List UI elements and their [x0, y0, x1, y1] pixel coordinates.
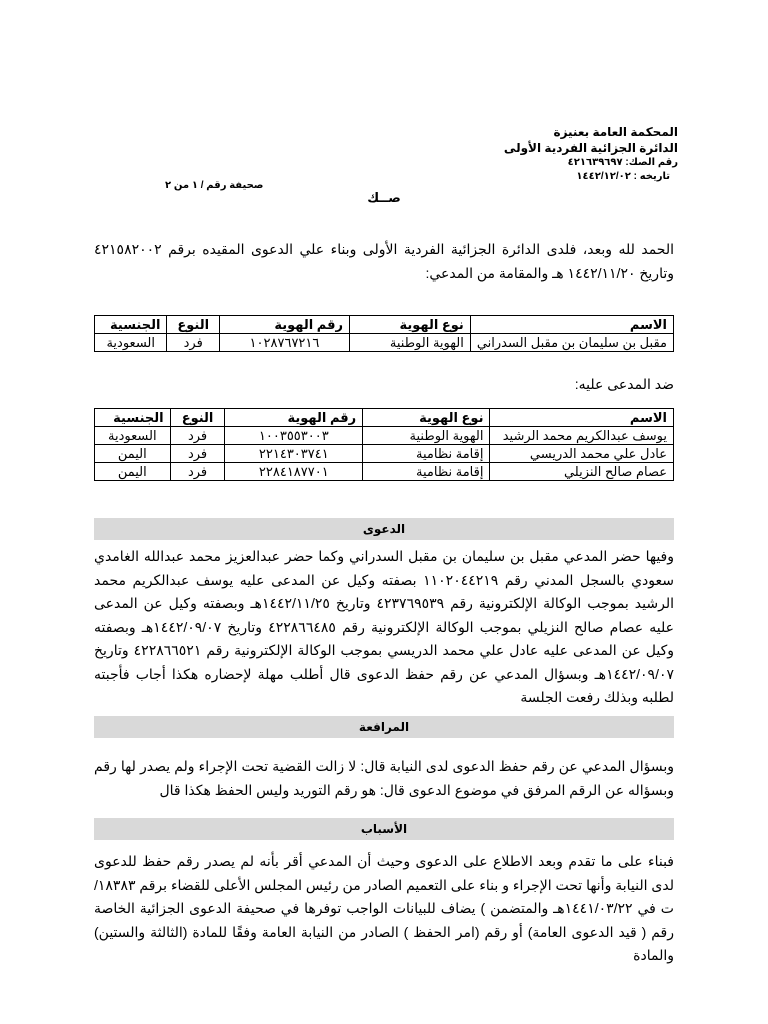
header-name: الاسم [470, 316, 673, 334]
deed-number: رقم الصك: ٤٢١٦٣٩٦٩٧ [567, 157, 678, 168]
cell-kind: فرد [170, 427, 225, 445]
section-pleading-title: المرافعة [94, 716, 674, 738]
header-id-type: نوع الهوية [349, 316, 470, 334]
plaintiffs-table [94, 315, 674, 352]
defendants-table [94, 408, 674, 481]
cell-name: مقبل بن سليمان بن مقبل السدراني [470, 334, 673, 352]
cell-id-number: ٢٢١٤٣٠٣٧٤١ [225, 445, 363, 463]
court-name: المحكمة العامة بعنيزة [553, 125, 678, 139]
cell-nationality: السعودية [95, 427, 171, 445]
claim-paragraph: وفيها حضر المدعي مقبل بن سليمان بن مقبل السدراني وكما حضر عبدالعزيز محمد عبدالله الغامدي سعودي بالسجل المدني رقم ١١٠٢٠٤٤٢١٩ بصفته وكيل عن المدعى عليه يوسف عبدالكريم محمد الرشيد بموجب الوكالة الإلكترونية رقم ٤٢٣٧٦٩٥٣٩ وتاريخ ١٤٤٢/١١/٢٥هـ وبصفته وكيل عن المدعى عليه عصام صالح النزيلي بموجب الوكالة الإلكترونية رقم ٤٢٢٨٦٦٤٨٥ وتاريخ ١٤٤٢/٠٩/٠٧هـ وبصفته وكيل عن المدعى عليه عادل علي محمد الدريسي بموجب الوكالة الإلكترونية رقم ٤٢٢٨٦٦٥٢١ وتاريخ ١٤٤٢/٠٩/٠٧هـ وبسؤال المدعي عن رقم حفظ الدعوى قال أطلب مهلة لإحضاره هكذا أجاب فأجبته لطلبه وبذلك رفعت الجلسة [94, 548, 674, 705]
header-nationality: الجنسية [95, 316, 167, 334]
pleading-paragraph: وبسؤال المدعي عن رقم حفظ الدعوى لدى النيابة قال: لا زالت القضية تحت الإجراء ولم يصدر لها رقم وبسؤاله عن الرقم المرفق في موضوع الدعوى قال: هو رقم التوريد وليس الحفظ هكذا قال [94, 758, 674, 798]
cell-id-type: إقامة نظامية [363, 463, 490, 481]
cell-name: عادل علي محمد الدريسي [490, 445, 674, 463]
cell-nationality: اليمن [95, 463, 171, 481]
against-label: ضد المدعى عليه: [574, 376, 674, 392]
deed-date: تاريخه : ١٤٤٢/١٢/٠٢ [576, 171, 670, 182]
cell-nationality: اليمن [95, 445, 171, 463]
cell-id-number: ١٠٢٨٧٦٧٢١٦ [219, 334, 349, 352]
cell-name: عصام صالح النزيلي [490, 463, 674, 481]
intro-paragraph: الحمد لله وبعد، فلدى الدائرة الجزائية الفردية الأولى وبناء علي الدعوى المقيده برقم ٤٢١٥٨٢٠٠٢ وتاريخ ١٤٤٢/١١/٢٠ هـ والمقامة من المدعي: [94, 241, 674, 281]
cell-id-number: ٢٢٨٤١٨٧٧٠١ [225, 463, 363, 481]
cell-id-type: الهوية الوطنية [349, 334, 470, 352]
header-kind: النوع [170, 409, 225, 427]
table-header-row [95, 409, 674, 427]
document-type-title: صــك [367, 190, 401, 205]
cell-kind: فرد [170, 463, 225, 481]
cell-id-type: إقامة نظامية [363, 445, 490, 463]
cell-id-number: ١٠٠٣٥٥٣٠٠٣ [225, 427, 363, 445]
section-claim-title: الدعوى [94, 518, 674, 540]
section-reasons-title: الأسباب [94, 818, 674, 840]
circuit-name: الدائرة الجزائية الفردية الأولى [503, 141, 678, 155]
cell-name: يوسف عبدالكريم محمد الرشيد [490, 427, 674, 445]
table-row [95, 334, 674, 352]
header-kind: النوع [167, 316, 220, 334]
table-row [95, 445, 674, 463]
cell-kind: فرد [170, 445, 225, 463]
court-header [418, 124, 678, 184]
header-id-number: رقم الهوية [225, 409, 363, 427]
header-id-type: نوع الهوية [363, 409, 490, 427]
cell-nationality: السعودية [95, 334, 167, 352]
table-header-row [95, 316, 674, 334]
reasons-paragraph: فبناء على ما تقدم وبعد الاطلاع على الدعوى وحيث أن المدعي أقر بأنه لم يصدر رقم حفظ للدعوى لدى النيابة وأنها تحت الإجراء و بناء على التعميم الصادر من رئيس المجلس الأعلى للقضاء برقم ١٨٣٨٣/ت في ١٤٤١/٠٣/٢٢هـ والمتضمن ) يضاف للبيانات الواجب توفرها في صحيفة الدعوى الجزائية الخاصة رقم ( قيد الدعوى العامة) أو رقم (امر الحفظ ) الصادر من النيابة العامة وفقًا للمادة (الثالثة والستين) والمادة [94, 853, 674, 963]
page-number: صحيفة رقم / ١ من ٢ [165, 180, 264, 191]
table-row [95, 427, 674, 445]
header-nationality: الجنسية [95, 409, 171, 427]
cell-id-type: الهوية الوطنية [363, 427, 490, 445]
header-id-number: رقم الهوية [219, 316, 349, 334]
table-row [95, 463, 674, 481]
header-name: الاسم [490, 409, 674, 427]
cell-kind: فرد [167, 334, 220, 352]
